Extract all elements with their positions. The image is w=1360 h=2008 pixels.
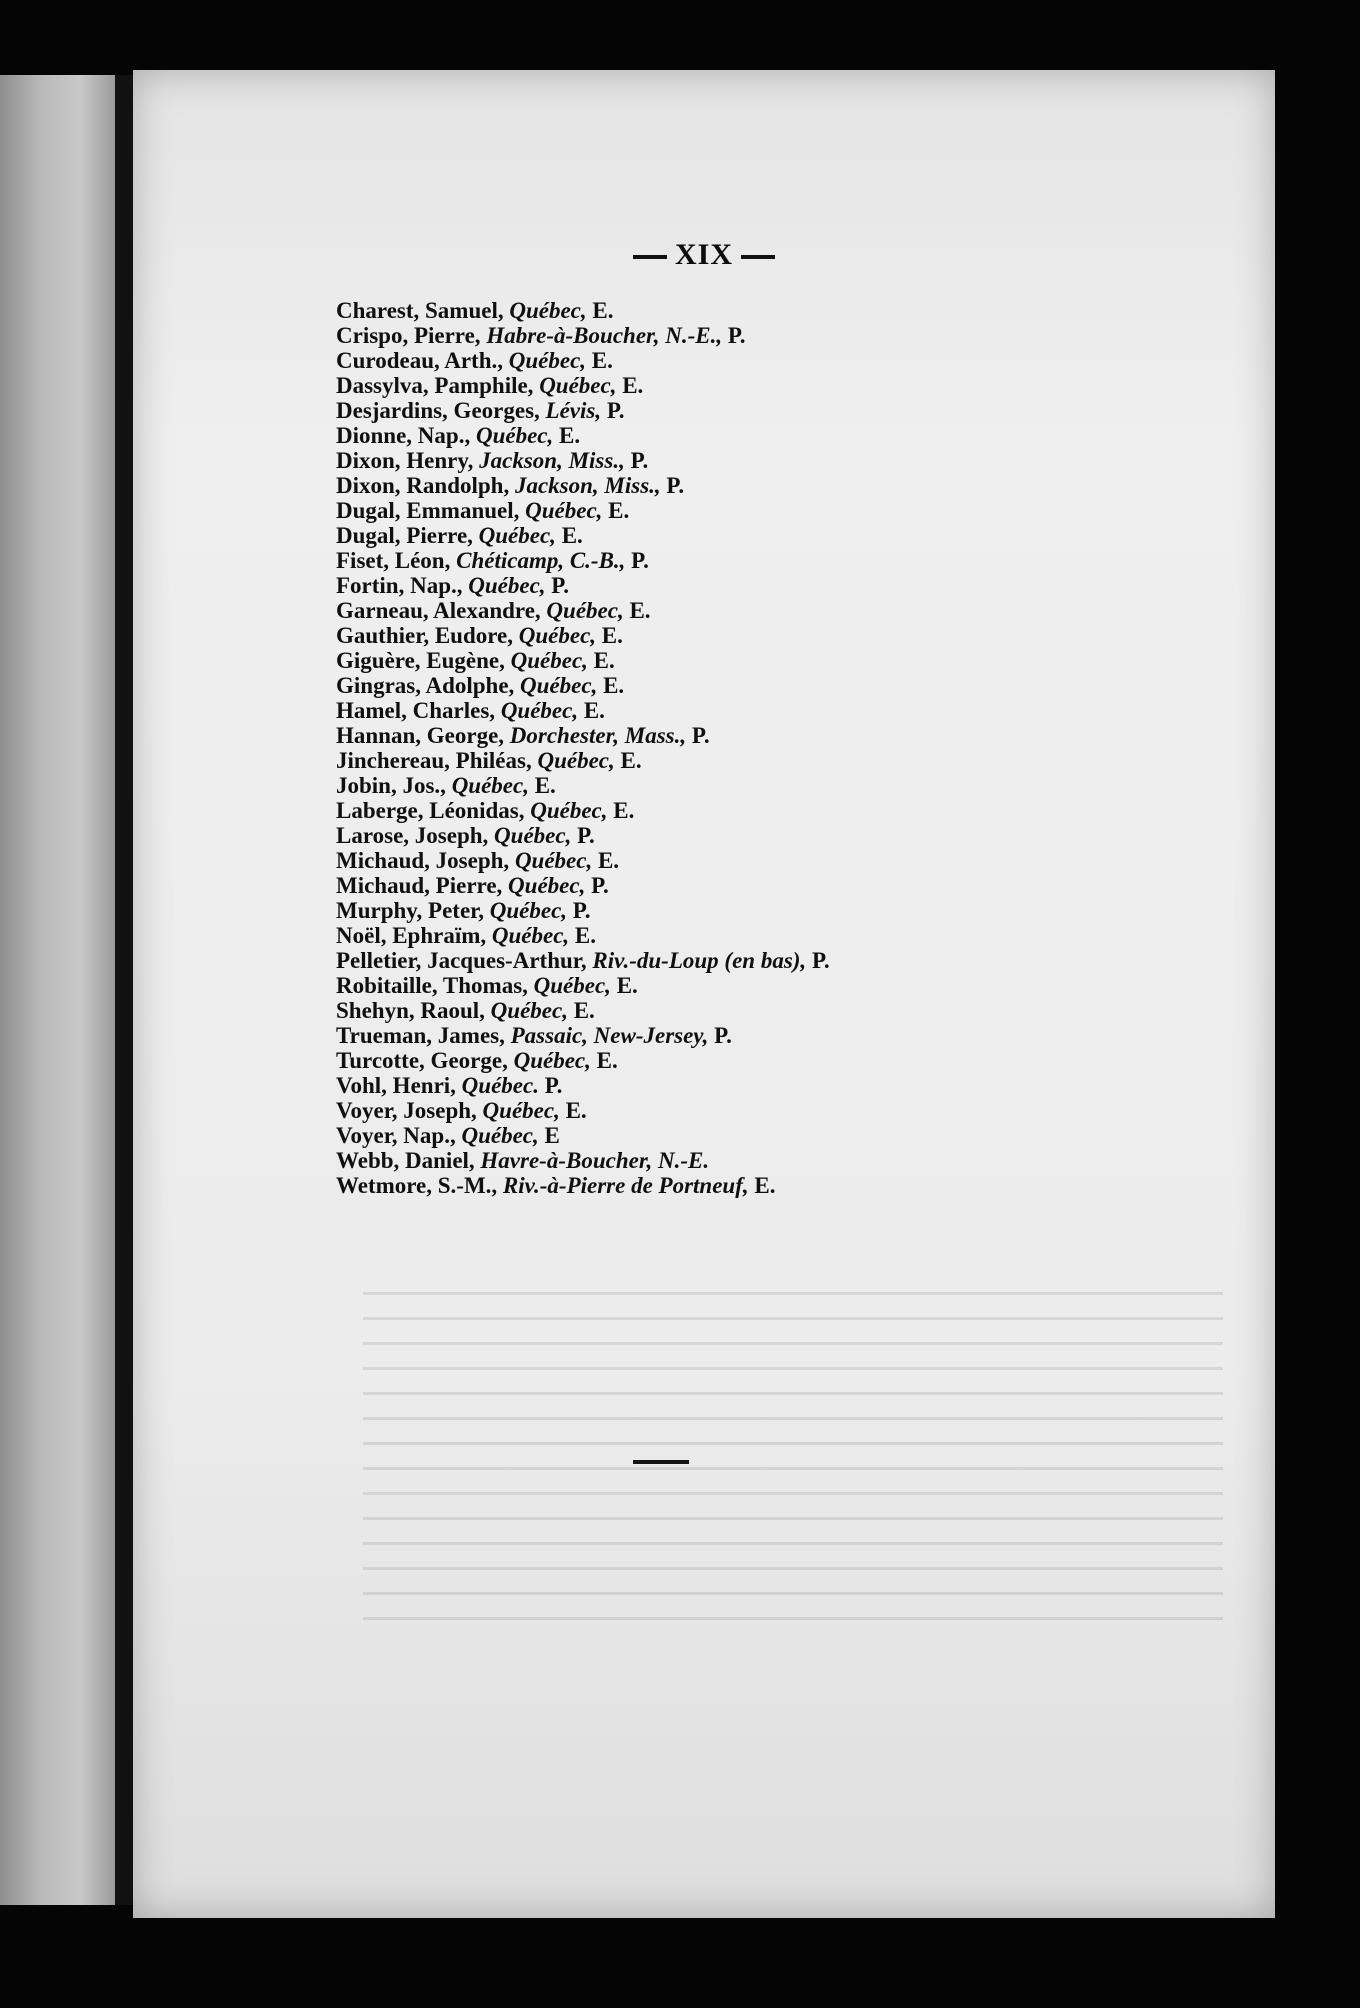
entry-place: Lévis, bbox=[545, 398, 602, 423]
document-page bbox=[133, 70, 1275, 1918]
entry-place: Québec, bbox=[539, 373, 617, 398]
entry-place: Québec, bbox=[509, 298, 587, 323]
list-item bbox=[336, 723, 1236, 748]
entry-place: Québec, bbox=[491, 923, 570, 948]
entry-name: Shehyn, Raoul, bbox=[336, 998, 485, 1023]
entry-status: P. bbox=[666, 473, 685, 498]
entry-status: E. bbox=[622, 373, 644, 398]
entry-place: Jackson, Miss., bbox=[479, 448, 625, 473]
list-item bbox=[336, 348, 1236, 373]
entry-name: Charest, Samuel, bbox=[336, 298, 504, 323]
entry-status: E. bbox=[603, 673, 625, 698]
entry-place: Québec, bbox=[490, 998, 568, 1023]
entry-status: E. bbox=[629, 598, 651, 623]
entry-status: E. bbox=[574, 923, 597, 948]
entry-status: E bbox=[544, 1123, 560, 1148]
list-item bbox=[336, 623, 1236, 648]
entry-name: Jobin, Jos., bbox=[336, 773, 446, 798]
list-item bbox=[336, 773, 1236, 798]
entry-status: E. bbox=[565, 1098, 587, 1123]
entry-name: Dixon, Randolph, bbox=[336, 473, 510, 498]
book-spine bbox=[115, 75, 133, 1905]
entry-status: E. bbox=[583, 698, 605, 723]
list-item bbox=[336, 523, 1236, 548]
entry-status: P. bbox=[577, 823, 595, 848]
entry-status: E. bbox=[592, 298, 614, 323]
entry-name: Desjardins, Georges, bbox=[336, 398, 540, 423]
list-item bbox=[336, 848, 1236, 873]
list-item bbox=[336, 1048, 1236, 1073]
entry-status: E. bbox=[561, 523, 583, 548]
list-item bbox=[336, 1023, 1236, 1048]
entry-name: Noël, Ephraïm, bbox=[336, 923, 487, 948]
entry-name: Giguère, Eugène, bbox=[336, 648, 505, 673]
entry-place: Québec, bbox=[508, 348, 587, 373]
entry-name: Michaud, Joseph, bbox=[336, 848, 510, 873]
entry-status: P. bbox=[727, 323, 746, 348]
entry-status: E. bbox=[613, 798, 635, 823]
list-item bbox=[336, 498, 1236, 523]
list-item bbox=[336, 873, 1236, 898]
folio-left-dash bbox=[633, 255, 667, 259]
entry-place: Passaic, New-Jersey, bbox=[510, 1023, 709, 1048]
entry-name: Turcotte, George, bbox=[336, 1048, 508, 1073]
entry-name: Voyer, Joseph, bbox=[336, 1098, 477, 1123]
entry-place: Québec, bbox=[537, 748, 615, 773]
entry-place: Québec, bbox=[513, 1048, 591, 1073]
list-item bbox=[336, 573, 1236, 598]
list-item bbox=[336, 598, 1236, 623]
entry-status: P. bbox=[630, 448, 649, 473]
list-item bbox=[336, 1173, 1236, 1198]
page-folio bbox=[133, 238, 1275, 272]
entry-status: E. bbox=[558, 423, 581, 448]
entry-status: E. bbox=[620, 748, 642, 773]
entry-status: E. bbox=[591, 348, 613, 373]
entry-status: E. bbox=[596, 1048, 618, 1073]
entry-status: P. bbox=[591, 873, 609, 898]
folio-right-dash bbox=[741, 255, 775, 259]
list-item bbox=[336, 823, 1236, 848]
entry-name: Murphy, Peter, bbox=[336, 898, 484, 923]
entry-status: E. bbox=[534, 773, 556, 798]
entry-place: Dorchester, Mass., bbox=[509, 723, 687, 748]
entry-place: Québec, bbox=[533, 973, 611, 998]
entry-place: Québec. bbox=[461, 1073, 539, 1098]
entry-name: Wetmore, S.-M., bbox=[336, 1173, 498, 1198]
list-item bbox=[336, 398, 1236, 423]
list-item bbox=[336, 898, 1236, 923]
list-item bbox=[336, 373, 1236, 398]
left-page-edge bbox=[0, 75, 115, 1905]
entry-place: Québec, bbox=[478, 523, 556, 548]
entry-status: P. bbox=[631, 548, 649, 573]
entry-place: Québec, bbox=[500, 698, 579, 723]
entry-name: Jinchereau, Philéas, bbox=[336, 748, 532, 773]
list-item bbox=[336, 1148, 1236, 1173]
entry-name: Dassylva, Pamphile, bbox=[336, 373, 534, 398]
end-rule bbox=[633, 1460, 689, 1464]
list-item bbox=[336, 948, 1236, 973]
list-item bbox=[336, 1073, 1236, 1098]
entry-place: Québec, bbox=[525, 498, 603, 523]
list-item bbox=[336, 548, 1236, 573]
list-item bbox=[336, 998, 1236, 1023]
list-item bbox=[336, 648, 1236, 673]
list-item bbox=[336, 973, 1236, 998]
entry-name: Curodeau, Arth., bbox=[336, 348, 503, 373]
list-item bbox=[336, 448, 1236, 473]
list-item bbox=[336, 1123, 1236, 1148]
entry-place: Chéticamp, C.-B., bbox=[456, 548, 626, 573]
list-item bbox=[336, 473, 1236, 498]
list-item bbox=[336, 673, 1236, 698]
entry-place: Jackson, Miss., bbox=[514, 473, 661, 498]
folio-number: XIX bbox=[674, 238, 733, 271]
entry-place: Québec, bbox=[489, 898, 568, 923]
entry-status: E. bbox=[597, 848, 620, 873]
entry-name: Laberge, Léonidas, bbox=[336, 798, 525, 823]
list-item bbox=[336, 798, 1236, 823]
entry-name: Gauthier, Eudore, bbox=[336, 623, 514, 648]
entry-status: P. bbox=[714, 1023, 732, 1048]
entry-name: Dugal, Pierre, bbox=[336, 523, 473, 548]
entry-name: Crispo, Pierre, bbox=[336, 323, 481, 348]
entry-name: Garneau, Alexandre, bbox=[336, 598, 541, 623]
entry-name: Trueman, James, bbox=[336, 1023, 505, 1048]
entry-name: Voyer, Nap., bbox=[336, 1123, 456, 1148]
entry-name: Hannan, George, bbox=[336, 723, 505, 748]
entry-status: E. bbox=[573, 998, 595, 1023]
entry-place: Québec, bbox=[475, 423, 554, 448]
entry-status: E. bbox=[593, 648, 615, 673]
entry-name: Dixon, Henry, bbox=[336, 448, 474, 473]
entry-name: Webb, Daniel, bbox=[336, 1148, 475, 1173]
entry-place: Québec, bbox=[451, 773, 529, 798]
entry-place: Québec, bbox=[514, 848, 593, 873]
list-item bbox=[336, 423, 1236, 448]
entry-place: Québec, bbox=[518, 623, 597, 648]
entry-place: Riv.-du-Loup (en bas), bbox=[592, 948, 807, 973]
entry-place: Québec, bbox=[461, 1123, 539, 1148]
entry-name: Robitaille, Thomas, bbox=[336, 973, 528, 998]
bleed-through-text bbox=[363, 1270, 1223, 1810]
entry-name: Hamel, Charles, bbox=[336, 698, 496, 723]
entry-place: Habre-à-Boucher, N.-E., bbox=[486, 323, 723, 348]
entry-place: Québec, bbox=[520, 673, 598, 698]
entry-name: Fiset, Léon, bbox=[336, 548, 451, 573]
entry-name: Fortin, Nap., bbox=[336, 573, 463, 598]
entry-status: P. bbox=[572, 898, 591, 923]
list-item bbox=[336, 298, 1236, 323]
entry-status: E. bbox=[608, 498, 630, 523]
entry-status: E. bbox=[601, 623, 623, 648]
entry-name: Vohl, Henri, bbox=[336, 1073, 456, 1098]
list-item bbox=[336, 923, 1236, 948]
entry-name: Michaud, Pierre, bbox=[336, 873, 503, 898]
entry-place: Québec, bbox=[508, 873, 586, 898]
entry-place: Québec, bbox=[494, 823, 572, 848]
list-item bbox=[336, 1098, 1236, 1123]
list-item bbox=[336, 323, 1236, 348]
list-item bbox=[336, 748, 1236, 773]
entry-name: Pelletier, Jacques-Arthur, bbox=[336, 948, 587, 973]
entry-status: P. bbox=[811, 948, 830, 973]
entry-place: Riv.-à-Pierre de Portneuf, bbox=[502, 1173, 749, 1198]
entry-place: Québec, bbox=[510, 648, 588, 673]
entry-name: Gingras, Adolphe, bbox=[336, 673, 515, 698]
entry-place: Havre-à-Boucher, N.-E. bbox=[480, 1148, 710, 1173]
entry-place: Québec, bbox=[482, 1098, 560, 1123]
entry-status: P. bbox=[606, 398, 625, 423]
entry-status: E. bbox=[616, 973, 638, 998]
entry-name: Larose, Joseph, bbox=[336, 823, 489, 848]
list-item bbox=[336, 698, 1236, 723]
entry-place: Québec, bbox=[546, 598, 624, 623]
entry-name: Dionne, Nap., bbox=[336, 423, 471, 448]
entry-name: Dugal, Emmanuel, bbox=[336, 498, 520, 523]
entry-status: P. bbox=[551, 573, 569, 598]
entry-status: E. bbox=[754, 1173, 776, 1198]
entry-status: P. bbox=[544, 1073, 563, 1098]
entry-status: P. bbox=[691, 723, 710, 748]
name-list bbox=[336, 298, 1236, 1198]
entry-place: Québec, bbox=[530, 798, 608, 823]
entry-place: Québec, bbox=[468, 573, 546, 598]
